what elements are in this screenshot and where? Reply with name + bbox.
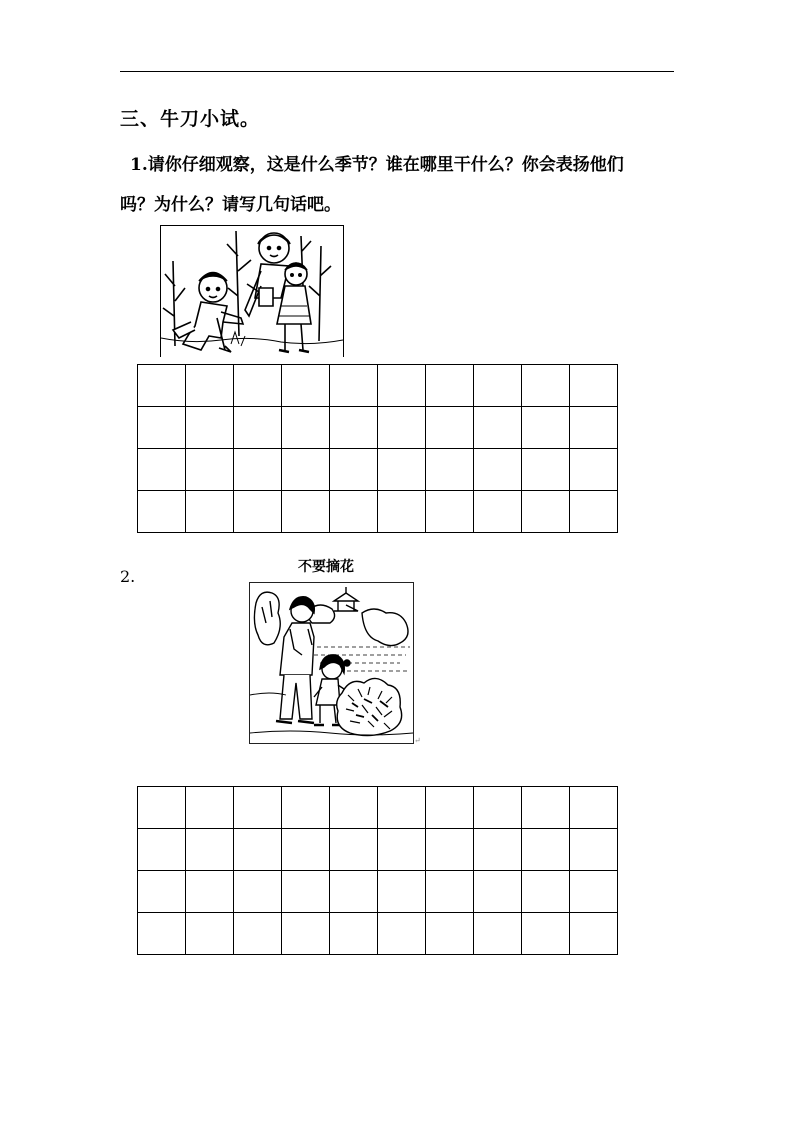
grid-cell[interactable] <box>186 787 234 829</box>
grid-cell[interactable] <box>426 787 474 829</box>
question2-caption: 不要摘花 <box>298 559 354 575</box>
grid-cell[interactable] <box>330 913 378 955</box>
grid-row <box>138 829 618 871</box>
grid-cell[interactable] <box>378 871 426 913</box>
grid-cell[interactable] <box>282 871 330 913</box>
grid-cell[interactable] <box>570 871 618 913</box>
section-title: 三、牛刀小试。 <box>120 108 261 130</box>
grid-cell[interactable] <box>474 365 522 407</box>
grid-cell[interactable] <box>282 449 330 491</box>
grid-cell[interactable] <box>570 491 618 533</box>
grid-row <box>138 913 618 955</box>
grid-cell[interactable] <box>330 871 378 913</box>
grid-cell[interactable] <box>522 829 570 871</box>
grid-cell[interactable] <box>474 449 522 491</box>
grid-cell[interactable] <box>234 365 282 407</box>
grid-cell[interactable] <box>234 491 282 533</box>
grid-cell[interactable] <box>570 365 618 407</box>
grid-cell[interactable] <box>234 871 282 913</box>
grid-cell[interactable] <box>186 871 234 913</box>
grid-cell[interactable] <box>330 407 378 449</box>
dont-pick-flowers-illustration <box>249 582 414 744</box>
grid-cell[interactable] <box>474 913 522 955</box>
grid-cell[interactable] <box>282 787 330 829</box>
grid-cell[interactable] <box>378 449 426 491</box>
question1-writing-grid[interactable] <box>137 364 618 533</box>
grid-cell[interactable] <box>378 829 426 871</box>
grid-cell[interactable] <box>330 491 378 533</box>
grid-cell[interactable] <box>234 449 282 491</box>
grid-row <box>138 449 618 491</box>
question2-writing-grid[interactable] <box>137 786 618 955</box>
grid-cell[interactable] <box>522 871 570 913</box>
grid-cell[interactable] <box>186 449 234 491</box>
grid-cell[interactable] <box>378 787 426 829</box>
grid-cell[interactable] <box>474 787 522 829</box>
grid-cell[interactable] <box>378 365 426 407</box>
grid-cell[interactable] <box>474 491 522 533</box>
grid-cell[interactable] <box>378 913 426 955</box>
grid-cell[interactable] <box>186 491 234 533</box>
grid-cell[interactable] <box>234 407 282 449</box>
grid-cell[interactable] <box>522 365 570 407</box>
grid-cell[interactable] <box>186 407 234 449</box>
grid-cell[interactable] <box>426 871 474 913</box>
grid-cell[interactable] <box>282 829 330 871</box>
grid-cell[interactable] <box>234 829 282 871</box>
question2-number: 2. <box>120 567 136 586</box>
grid-cell[interactable] <box>138 829 186 871</box>
grid-cell[interactable] <box>234 787 282 829</box>
tree-planting-illustration <box>160 225 344 357</box>
grid-cell[interactable] <box>138 365 186 407</box>
grid-cell[interactable] <box>474 407 522 449</box>
grid-cell[interactable] <box>138 913 186 955</box>
grid-cell[interactable] <box>330 829 378 871</box>
grid-cell[interactable] <box>330 365 378 407</box>
grid-cell[interactable] <box>282 407 330 449</box>
grid-cell[interactable] <box>378 491 426 533</box>
grid-cell[interactable] <box>330 787 378 829</box>
paragraph-mark: ↵ <box>414 736 421 745</box>
grid-cell[interactable] <box>570 787 618 829</box>
grid-row <box>138 407 618 449</box>
grid-cell[interactable] <box>522 407 570 449</box>
grid-cell[interactable] <box>426 365 474 407</box>
grid-cell[interactable] <box>426 491 474 533</box>
grid-cell[interactable] <box>282 491 330 533</box>
grid-cell[interactable] <box>474 829 522 871</box>
grid-cell[interactable] <box>186 829 234 871</box>
grid-cell[interactable] <box>426 913 474 955</box>
grid-cell[interactable] <box>474 871 522 913</box>
grid-cell[interactable] <box>426 829 474 871</box>
grid-cell[interactable] <box>426 449 474 491</box>
grid-cell[interactable] <box>570 407 618 449</box>
grid-cell[interactable] <box>522 449 570 491</box>
grid-row <box>138 365 618 407</box>
grid-cell[interactable] <box>330 449 378 491</box>
grid-cell[interactable] <box>282 365 330 407</box>
grid-cell[interactable] <box>522 913 570 955</box>
grid-cell[interactable] <box>138 407 186 449</box>
grid-row <box>138 787 618 829</box>
grid-row <box>138 491 618 533</box>
grid-cell[interactable] <box>282 913 330 955</box>
grid-row <box>138 871 618 913</box>
grid-cell[interactable] <box>378 407 426 449</box>
grid-cell[interactable] <box>138 787 186 829</box>
header-rule <box>120 71 674 72</box>
grid-cell[interactable] <box>138 871 186 913</box>
grid-cell[interactable] <box>234 913 282 955</box>
question1-prompt-line2: 吗？为什么？请写几句话吧。 <box>120 195 341 215</box>
grid-cell[interactable] <box>186 365 234 407</box>
question1-prompt-line1: 1.请你仔细观察，这是什么季节？谁在哪里干什么？你会表扬他们 <box>130 155 624 175</box>
grid-cell[interactable] <box>186 913 234 955</box>
grid-cell[interactable] <box>570 449 618 491</box>
grid-cell[interactable] <box>570 829 618 871</box>
grid-cell[interactable] <box>570 913 618 955</box>
grid-cell[interactable] <box>522 787 570 829</box>
grid-cell[interactable] <box>522 491 570 533</box>
grid-cell[interactable] <box>138 449 186 491</box>
grid-cell[interactable] <box>426 407 474 449</box>
grid-cell[interactable] <box>138 491 186 533</box>
